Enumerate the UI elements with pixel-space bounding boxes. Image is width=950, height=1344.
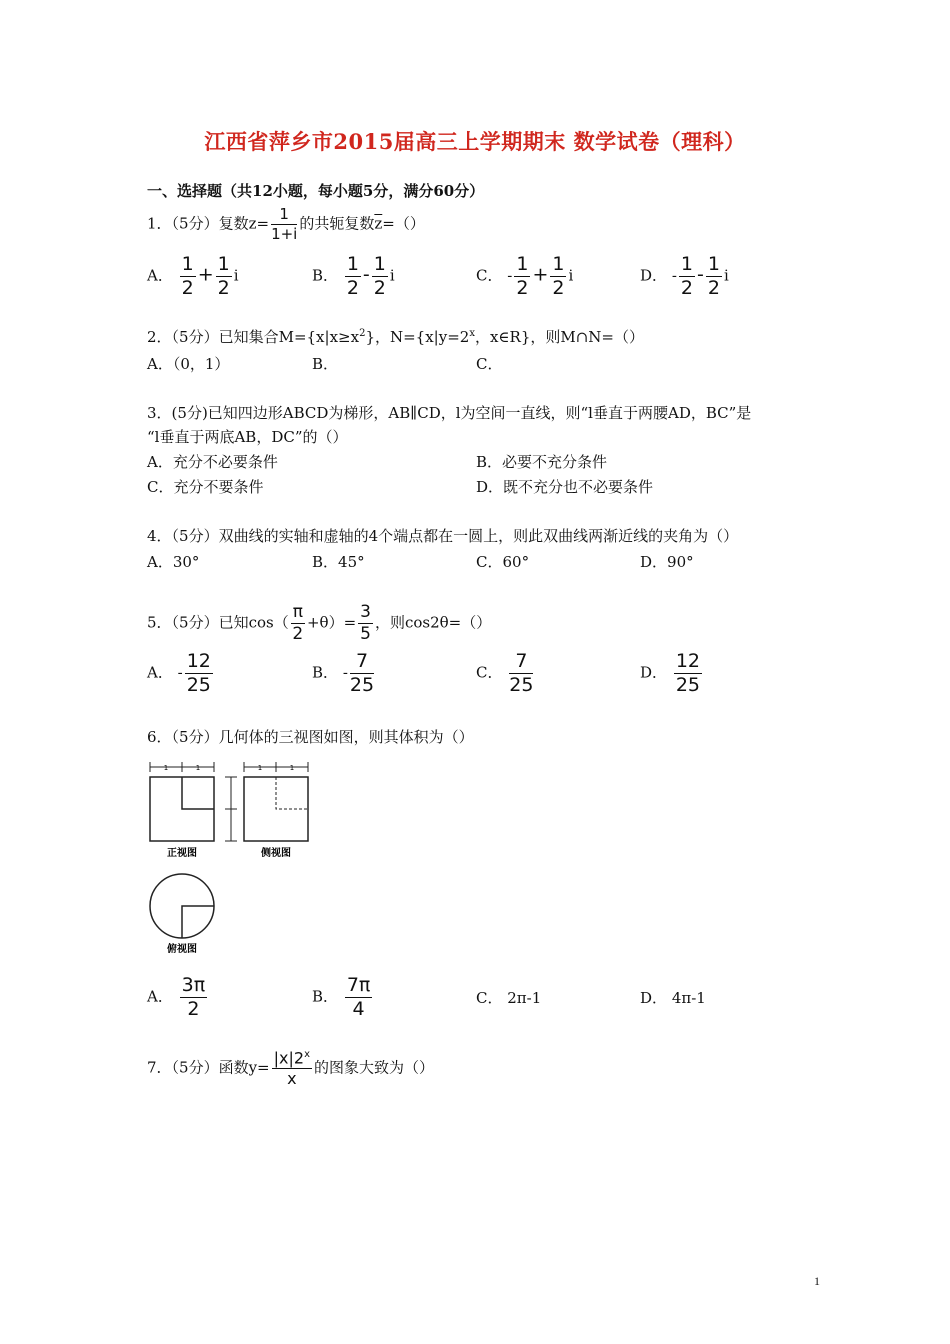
question-4: 4．（5分）双曲线的实轴和虚轴的4个端点都在一圆上，则此双曲线两渐近线的夹角为（） xyxy=(147,527,739,545)
q3-option-c[interactable]: C．充分不要条件 xyxy=(147,478,264,496)
q5-option-d[interactable]: D． $\frac{12}{25}$ xyxy=(640,650,700,696)
question-3-line-1: 3．(5分)已知四边形ABCD为梯形，AB∥CD，l为空间一直线，则“l垂直于两腰AD，BC”是 xyxy=(147,404,752,422)
q5-option-b[interactable]: B． - $\frac{7}{25}$ xyxy=(312,650,375,696)
q6-option-a[interactable]: A． $\frac{3\pi}{2}$ xyxy=(147,974,206,1020)
q6-option-d[interactable]: D． 4π-1 xyxy=(640,989,706,1007)
front-view xyxy=(150,777,214,841)
q3-option-a[interactable]: A．充分不必要条件 xyxy=(147,453,278,471)
q5-option-a[interactable]: A． - $\frac{12}{25}$ xyxy=(147,650,211,696)
three-view-figure xyxy=(140,758,320,958)
q2-option-c[interactable]: C． xyxy=(476,355,503,373)
question-5: 5．（5分）已知cos（ $\frac{\pi}{2}$ +θ）= $\frac{3}{5}$ ，则cos2θ=（） xyxy=(147,602,492,644)
section-header: 一、选择题（共12小题，每小题5分，满分60分） xyxy=(147,182,485,200)
q2-option-a[interactable]: A．（0，1） xyxy=(147,355,230,373)
question-1: 1．（5分）复数z= $\frac{1}{1+i}$ 的共轭复数$\overline{z}=()$ xyxy=(147,205,425,243)
q2-option-b[interactable]: B． xyxy=(312,355,339,373)
q3-option-b[interactable]: B．必要不充分条件 xyxy=(476,453,608,471)
q1-option-b[interactable]: B． $\frac{1}{2}$ - $\frac{1}{2}$ i xyxy=(312,253,395,299)
dim-label-3: 1 xyxy=(257,764,263,772)
q6-option-b[interactable]: B． $\frac{7\pi}{4}$ xyxy=(312,974,371,1020)
question-2: 2．（5分）已知集合$M=\{x|x\ge x^2\}$，$N=\{x|y=2^x$，x∈R}，则M∩N=（） xyxy=(147,328,644,346)
q6-option-c[interactable]: C． 2π-1 xyxy=(476,989,542,1007)
q4-option-d[interactable]: D．90° xyxy=(640,553,694,571)
top-view xyxy=(150,874,214,938)
side-view-hidden-edge xyxy=(276,777,308,809)
side-view-label: 侧视图 xyxy=(261,848,291,859)
q1-option-a[interactable]: A． $\frac{1}{2}$ + $\frac{1}{2}$ i xyxy=(147,253,239,299)
q1-fraction: $\frac{1}{1+i}$ xyxy=(271,205,298,243)
page-title: 江西省萍乡市2015届高三上学期期末 数学试卷（理科） xyxy=(204,129,746,154)
top-view-label: 俯视图 xyxy=(167,944,197,955)
q5-option-c[interactable]: C． $\frac{7}{25}$ xyxy=(476,650,534,696)
question-6: 6．（5分）几何体的三视图如图，则其体积为（） xyxy=(147,728,474,746)
question-3-line-2: “l垂直于两底AB，DC”的（） xyxy=(147,428,348,446)
dim-label-4: 1 xyxy=(289,764,295,772)
q4-option-c[interactable]: C．60° xyxy=(476,553,530,571)
dim-label-2: 1 xyxy=(195,764,201,772)
q3-option-d[interactable]: D．既不充分也不必要条件 xyxy=(476,478,654,496)
z-conjugate: $\overline{z}$ xyxy=(374,214,383,233)
vertical-dim-line xyxy=(225,777,237,841)
page-number: 1 xyxy=(814,1274,820,1288)
front-dim-line xyxy=(150,762,214,772)
side-dim-line xyxy=(244,762,308,772)
q1-prefix: 1．（5分）复数z= xyxy=(147,214,270,233)
q1-option-c[interactable]: C． - $\frac{1}{2}$ + $\frac{1}{2}$ i xyxy=(476,253,574,299)
dim-label-1: 1 xyxy=(163,764,169,772)
q4-option-b[interactable]: B．45° xyxy=(312,553,365,571)
question-7: 7．（5分）函数y= $\frac{|x|2^x}{x}$ 的图象大致为（） xyxy=(147,1048,435,1089)
q4-option-a[interactable]: A．30° xyxy=(147,553,200,571)
q1-option-d[interactable]: D． - $\frac{1}{2}$ - $\frac{1}{2}$ i xyxy=(640,253,729,299)
front-view-label: 正视图 xyxy=(167,848,197,859)
